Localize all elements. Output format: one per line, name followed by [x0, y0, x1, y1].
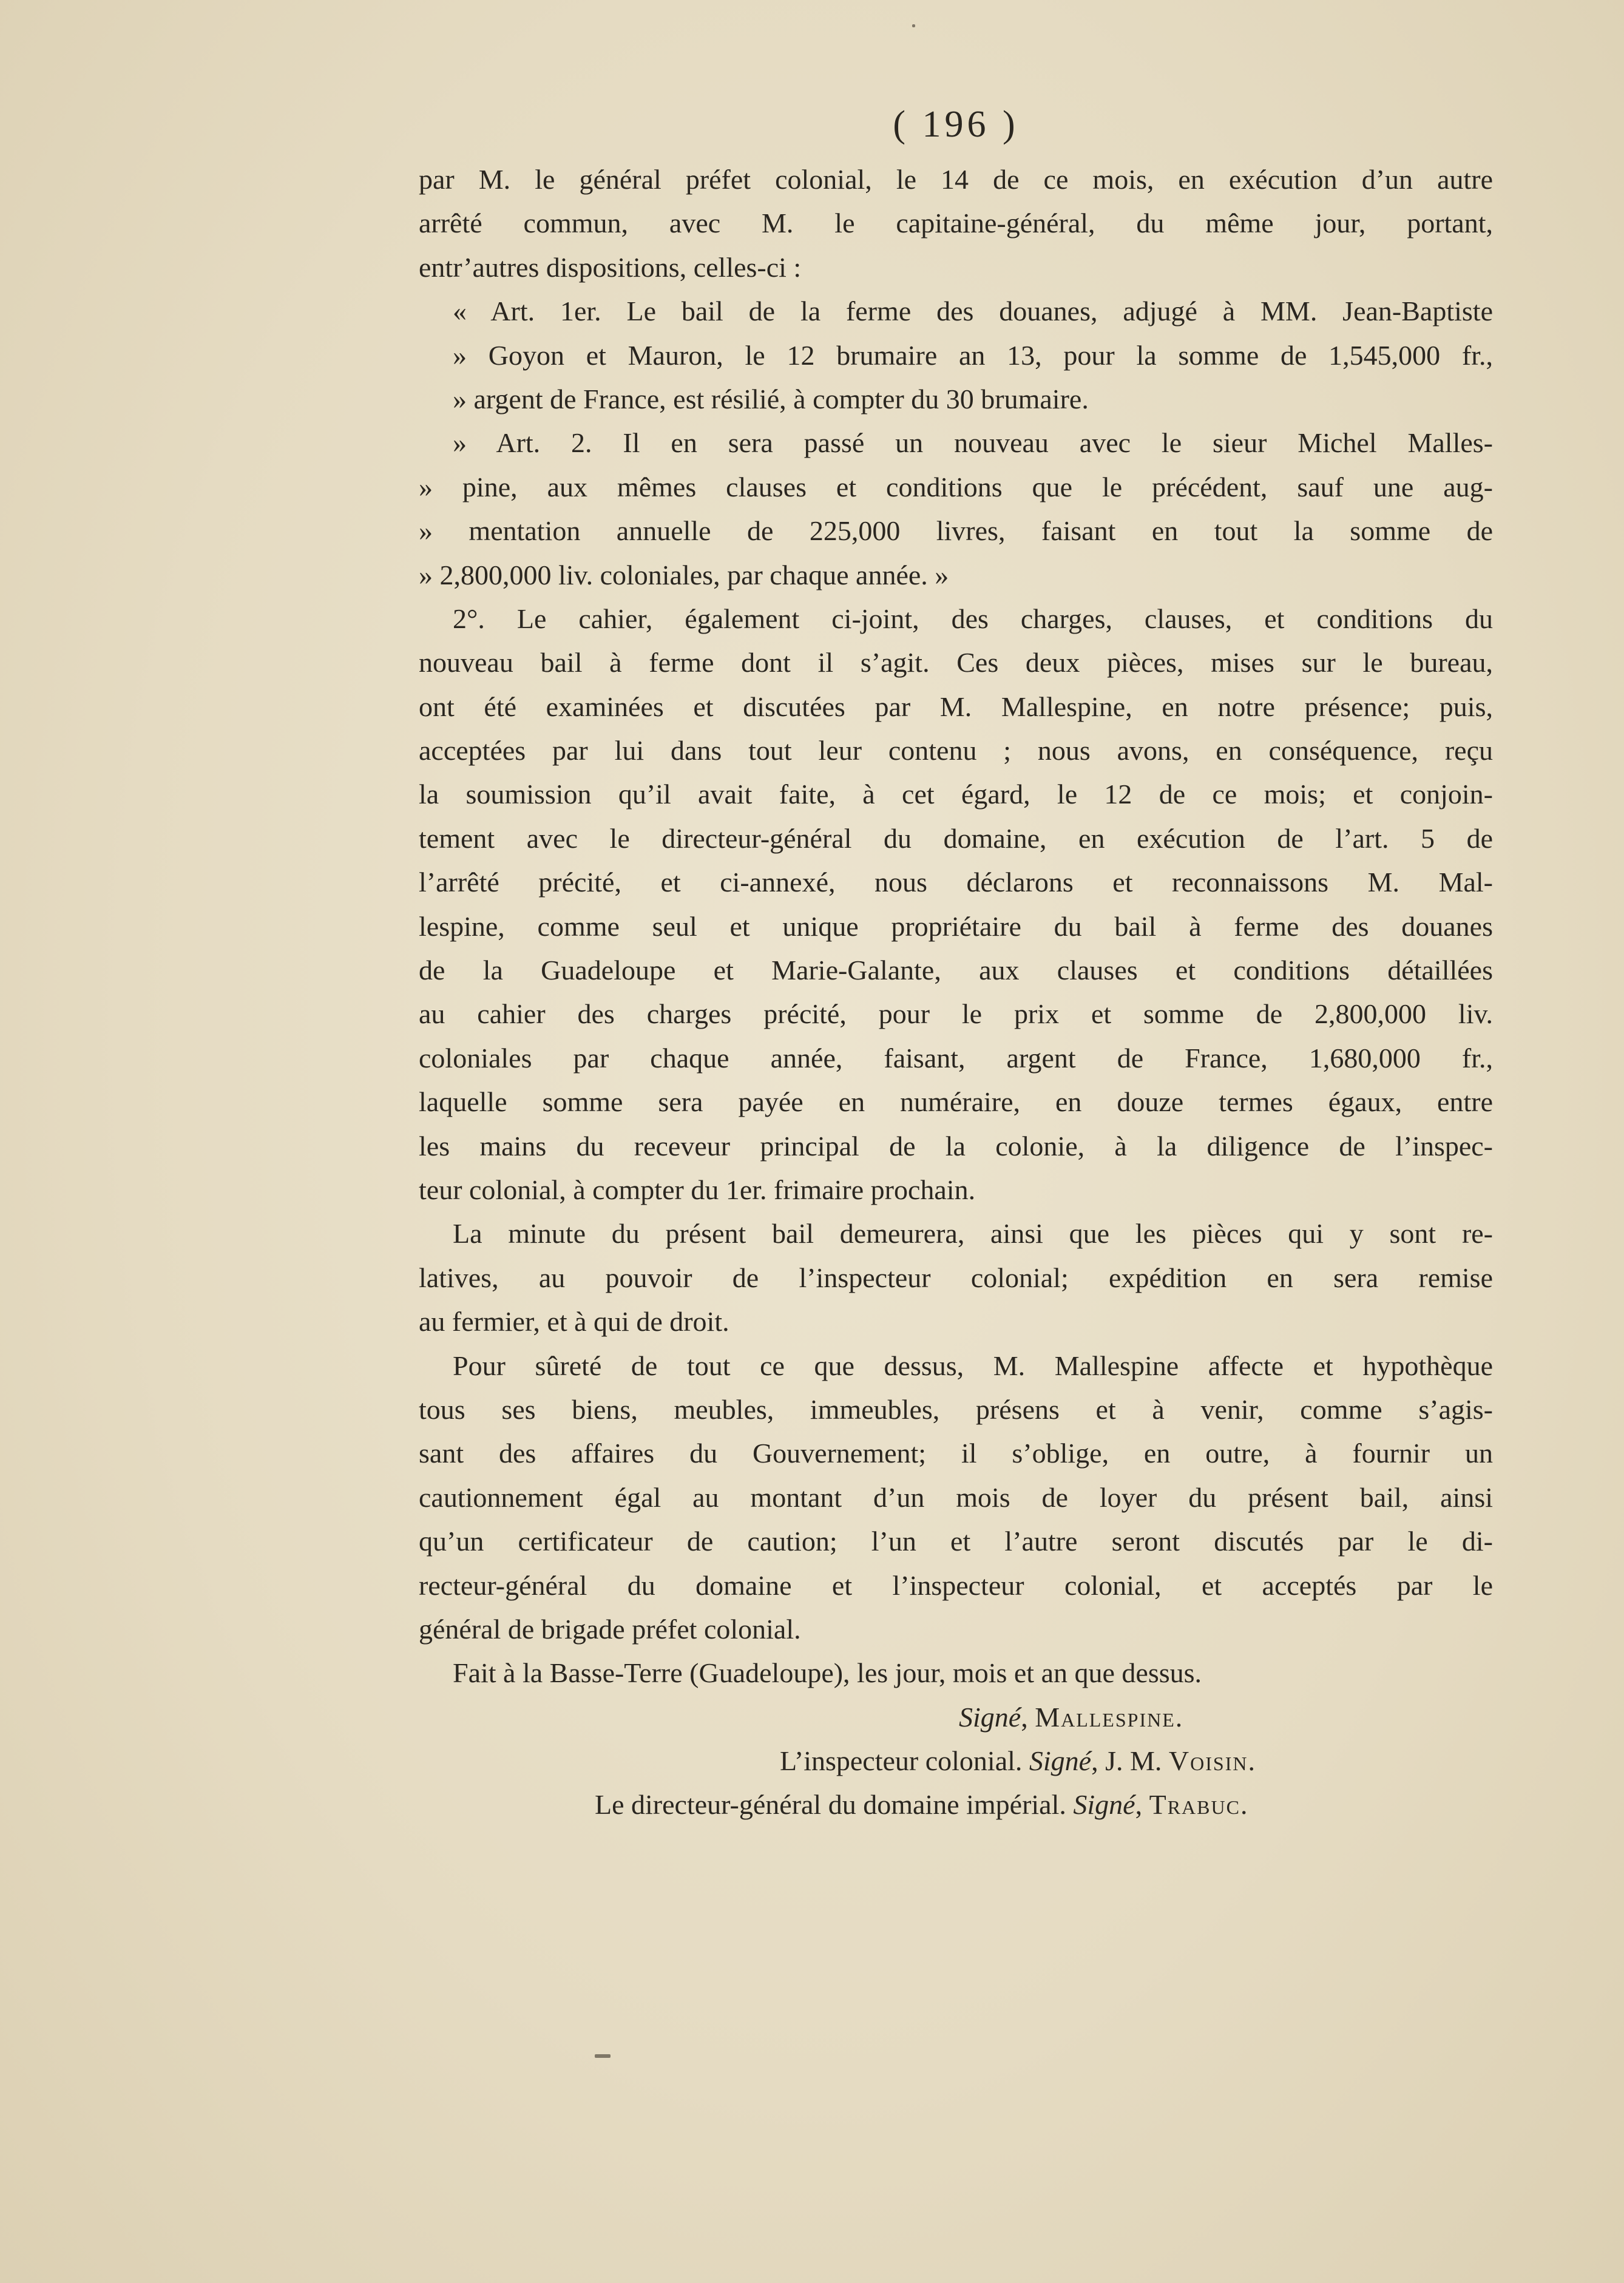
text-line: laquelle somme sera payée en numéraire, en douze termes égaux, entre [419, 1086, 1493, 1118]
signature-title: Le directeur-général du domaine impérial. [595, 1789, 1066, 1821]
signe-label: Signé [1029, 1745, 1092, 1777]
ink-mark [912, 24, 915, 27]
text-line: La minute du présent bail demeurera, ainsi que les pièces qui y sont re- [453, 1218, 1493, 1250]
signe-label: Signé [959, 1701, 1021, 1733]
signature-voisin: L’inspecteur colonial. Signé, J. M. Voisin. [780, 1745, 1255, 1777]
text-line: la soumission qu’il avait faite, à cet égard, le 12 de ce mois; et conjoin- [419, 779, 1493, 810]
text-line: teur colonial, à compter du 1er. frimaire prochain. [419, 1174, 976, 1205]
text-line: latives, au pouvoir de l’inspecteur colonial; expédition en sera remise [419, 1262, 1493, 1293]
text-line: acceptées par lui dans tout leur contenu ; nous avons, en conséquence, reçu [419, 735, 1493, 766]
text-line: » mentation annuelle de 225,000 livres, faisant en tout la somme de [419, 515, 1493, 547]
text-line: » argent de France, est résilié, à compter du 30 brumaire. [453, 383, 1089, 414]
text-line: » 2,800,000 liv. coloniales, par chaque année. » [419, 559, 949, 590]
text-line: « Art. 1er. Le bail de la ferme des douanes, adjugé à MM. Jean-Baptiste [453, 296, 1493, 327]
text-line: ont été examinées et discutées par M. Mallespine, en notre présence; puis, [419, 691, 1493, 722]
signature-name: Mallespine [1035, 1701, 1176, 1733]
page-number: ( 196 ) [893, 104, 1019, 145]
text-line: l’arrêté précité, et ci-annexé, nous déclarons et reconnaissons M. Mal- [419, 867, 1493, 898]
signature-name: Trabuc [1149, 1789, 1240, 1821]
signature-trabuc: Le directeur-général du domaine impérial. Signé, Trabuc. [595, 1789, 1248, 1821]
signature-mallespine: Signé, Mallespine. [959, 1701, 1183, 1733]
text-line: Fait à la Basse-Terre (Guadeloupe), les jour, mois et an que dessus. [453, 1657, 1202, 1689]
signature-name: Voisin [1168, 1745, 1248, 1777]
text-line: les mains du receveur principal de la colonie, à la diligence de l’inspec- [419, 1130, 1493, 1162]
text-line: arrêté commun, avec M. le capitaine-général, du même jour, portant, [419, 208, 1493, 239]
text-line: » Art. 2. Il en sera passé un nouveau avec le sieur Michel Malles- [453, 427, 1493, 459]
text-line: qu’un certificateur de caution; l’un et l’autre seront discutés par le di- [419, 1526, 1493, 1557]
text-line: par M. le général préfet colonial, le 14 de ce mois, en exécution d’un autre [419, 164, 1493, 195]
text-line: tous ses biens, meubles, immeubles, présens et à venir, comme s’agis- [419, 1393, 1493, 1425]
signe-label: Signé [1073, 1789, 1135, 1821]
signature-title: L’inspecteur colonial. [780, 1745, 1023, 1777]
text-line: sant des affaires du Gouvernement; il s’oblige, en outre, à fournir un [419, 1438, 1493, 1469]
text-line: au cahier des charges précité, pour le prix et somme de 2,800,000 liv. [419, 998, 1493, 1030]
text-line: nouveau bail à ferme dont il s’agit. Ces deux pièces, mises sur le bureau, [419, 647, 1493, 678]
text-line: de la Guadeloupe et Marie-Galante, aux clauses et conditions détaillées [419, 955, 1493, 986]
text-line: coloniales par chaque année, faisant, argent de France, 1,680,000 fr., [419, 1042, 1493, 1074]
text-line: Pour sûreté de tout ce que dessus, M. Mallespine affecte et hypothèque [453, 1350, 1493, 1381]
text-line: cautionnement égal au montant d’un mois de loyer du présent bail, ainsi [419, 1481, 1493, 1513]
text-line: » pine, aux mêmes clauses et conditions que le précédent, sauf une aug- [419, 471, 1493, 502]
text-line: au fermier, et à qui de droit. [419, 1306, 729, 1338]
text-line: général de brigade préfet colonial. [419, 1613, 801, 1645]
text-block [419, 91, 1493, 1827]
text-line: 2°. Le cahier, également ci-joint, des charges, clauses, et conditions du [453, 603, 1493, 634]
ink-mark [595, 2054, 611, 2058]
text-line: recteur-général du domaine et l’inspecteur colonial, et acceptés par le [419, 1569, 1493, 1601]
text-line: tement avec le directeur-général du domaine, en exécution de l’art. 5 de [419, 822, 1493, 854]
text-line: » Goyon et Mauron, le 12 brumaire an 13, pour la somme de 1,545,000 fr., [453, 339, 1493, 371]
text-line: lespine, comme seul et unique propriétaire du bail à ferme des douanes [419, 910, 1493, 942]
text-line: entr’autres dispositions, celles-ci : [419, 251, 802, 283]
signature-initials: J. M. [1105, 1745, 1162, 1777]
